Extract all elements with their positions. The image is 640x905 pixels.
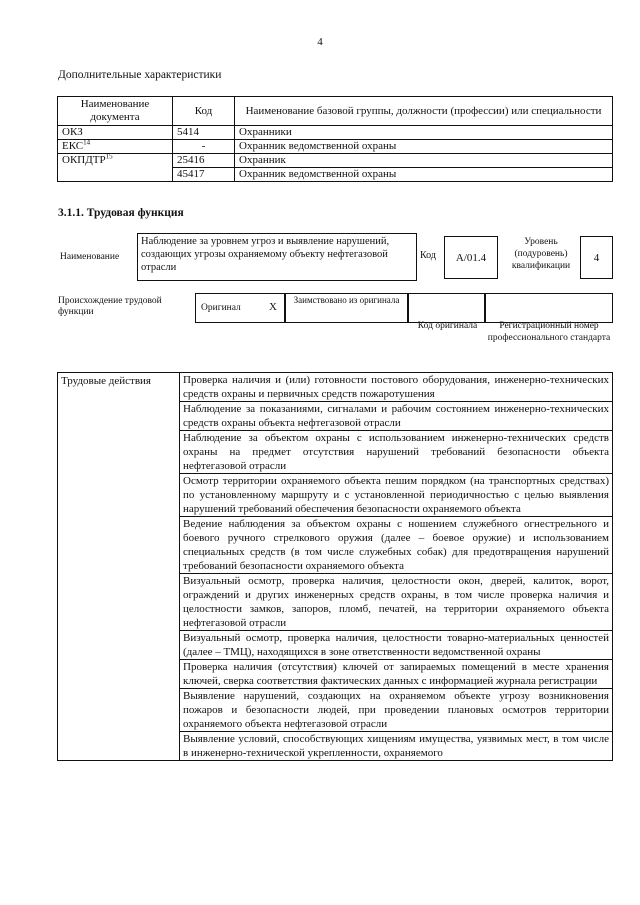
origin-label: Происхождение трудовой функции: [58, 296, 162, 317]
code-cell: -: [173, 140, 235, 154]
header-group-name: Наименование базовой группы, должности (профессии) или специальности: [235, 97, 613, 126]
group-name-cell: Охранник: [235, 154, 613, 168]
table-row: [58, 373, 613, 402]
labor-actions-table: [57, 372, 613, 761]
doc-name: ОКПДТР: [62, 154, 106, 166]
function-name-box: Наблюдение за уровнем угроз и выявление нарушений, создающих угрозы охраняемому объекту нефтегазовой отрасли: [137, 233, 417, 281]
group-name-cell: Охранники: [235, 126, 613, 140]
action-item: Выявление условий, способствующих хищениям имущества, уязвимых мест, в том числе в инженерно-технической укрепленности, охраняемого: [180, 732, 613, 761]
action-item: Проверка наличия и (или) готовности постового оборудования, инженерно-технических средств охраны и первичных средств пожаротушения: [180, 373, 613, 402]
doc-name: ОКЗ: [62, 126, 83, 138]
action-item: Выявление нарушений, создающих на охраняемом объекте угрозу возникновения пожаров и безопасности людей, при проведении плановых осмотров территории охраняемого объекта нефтегазовой отрасли: [180, 689, 613, 732]
code-cell: 5414: [173, 126, 235, 140]
action-item: Наблюдение за показаниями, сигналами и рабочим состоянием инженерно-технических средств охраны объекта нефтегазовой отрасли: [180, 402, 613, 431]
header-code: Код: [173, 97, 235, 126]
original-mark: X: [269, 301, 277, 313]
footnote-ref: 15: [105, 152, 113, 161]
doc-name: ЕКС: [62, 140, 84, 152]
borrowed-label: Заимствовано из оригинала: [293, 295, 400, 305]
table-row: [58, 126, 613, 140]
action-item: Визуальный осмотр, проверка наличия, целостности товарно-материальных ценностей (далее – ТМЦ), находящихся в зоне ответственности ведомственной охраны: [180, 631, 613, 660]
section-title: Дополнительные характеристики: [58, 69, 222, 81]
action-item: Ведение наблюдения за объектом охраны с ношением служебного огнестрельного и боевого ручного стрелкового оружия (далее – боевое оружие) и использованием специальных средств (в том числе служебных собак) для предотвращения нарушений требований безопасности охраняемого объекта: [180, 517, 613, 574]
name-label: Наименование: [60, 252, 120, 262]
table-header-row: [58, 97, 613, 126]
group-name-cell: Охранник ведомственной охраны: [235, 168, 613, 182]
action-item: Визуальный осмотр, проверка наличия, целостности окон, дверей, калиток, ворот, ограждений и других инженерных средств охраны, в том числе проверка наличия и целостности замков, запоров, пломб, печатей, на территории охраняемого объекта нефтегазовой отрасли: [180, 574, 613, 631]
doc-cell: [58, 154, 173, 182]
group-name-cell: Охранник ведомственной охраны: [235, 140, 613, 154]
code-cell: 45417: [173, 168, 235, 182]
level-label: Уровень (подуровень) квалификации: [511, 237, 571, 271]
table-row: [58, 140, 613, 154]
action-item: Осмотр территории охраняемого объекта пешим порядком (на транспортных средствах) по установленному маршруту и с установленной периодичностью с целью выявления нарушений требований обеспечения безопасности охраняемого объекта: [180, 474, 613, 517]
header-doc-name: Наименование документа: [58, 97, 173, 126]
code-original-box: [408, 293, 485, 323]
reg-number-label: Регистрационный номер профессионального стандарта: [487, 321, 611, 343]
action-item: Наблюдение за объектом охраны с использованием инженерно-технических средств охраны на предмет отсутствия нарушений требований безопасности объекта нефтегазовой отрасли: [180, 431, 613, 474]
function-title: 3.1.1. Трудовая функция: [58, 207, 184, 219]
labor-actions-label: Трудовые действия: [58, 373, 180, 761]
doc-cell: [58, 126, 173, 140]
reg-number-box: [485, 293, 613, 323]
action-item: Проверка наличия (отсутствия) ключей от запираемых помещений в месте хранения ключей, сверка соответствия фактических данных с информацией журнала регистрации: [180, 660, 613, 689]
code-label: Код: [420, 250, 436, 261]
doc-cell: [58, 140, 173, 154]
level-value-box: 4: [580, 236, 613, 279]
footnote-ref: 14: [83, 138, 91, 147]
code-value-box: A/01.4: [444, 236, 498, 279]
code-cell: 25416: [173, 154, 235, 168]
code-original-label: Код оригинала: [417, 321, 478, 331]
table-row: [58, 154, 613, 168]
original-label: Оригинал: [201, 303, 241, 313]
page-number: 4: [317, 36, 323, 48]
additional-characteristics-table: [57, 96, 613, 182]
